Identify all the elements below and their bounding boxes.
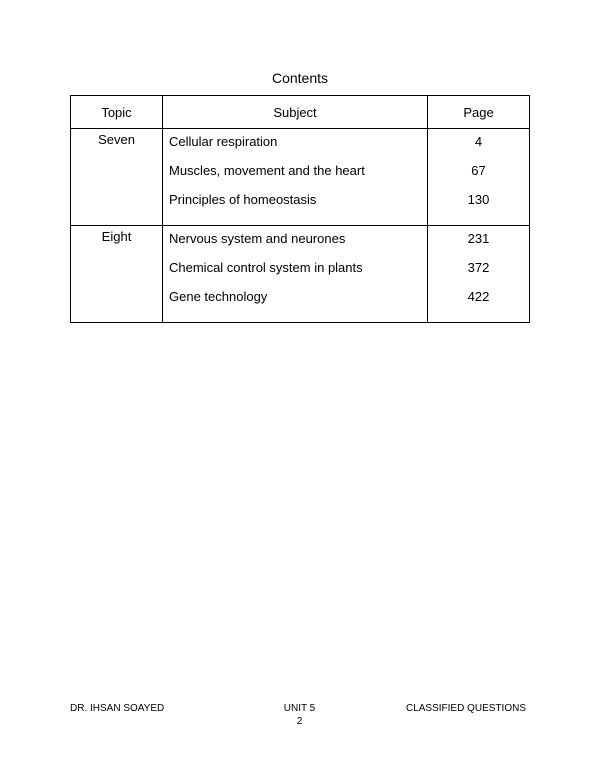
page-title: Contents bbox=[271, 70, 329, 86]
subject-entry: Chemical control system in plants bbox=[169, 260, 363, 275]
table-header-row bbox=[71, 96, 530, 129]
topic-cell: Eight bbox=[71, 226, 163, 323]
topic-group-eight bbox=[71, 226, 530, 323]
subject-entry: Cellular respiration bbox=[169, 134, 278, 149]
topic-cell: Seven bbox=[71, 129, 163, 226]
page-entry: 422 bbox=[467, 289, 490, 304]
page-entry: 67 bbox=[471, 163, 486, 178]
contents-table bbox=[70, 95, 530, 323]
subject-entry: Nervous system and neurones bbox=[169, 231, 346, 246]
footer-page-number: 2 bbox=[296, 716, 303, 727]
footer-author: DR. IHSAN SOAYED bbox=[70, 703, 165, 714]
subject-entry: Principles of homeostasis bbox=[169, 192, 317, 207]
header-topic: Topic bbox=[71, 96, 163, 129]
page-entry: 130 bbox=[467, 192, 490, 207]
header-page: Page bbox=[428, 96, 530, 129]
subject-entry: Muscles, movement and the heart bbox=[169, 163, 365, 178]
page-entry: 4 bbox=[474, 134, 483, 149]
subject-entry: Gene technology bbox=[169, 289, 268, 304]
page-cell bbox=[428, 129, 530, 226]
topic-group-seven bbox=[71, 129, 530, 226]
page-entry: 231 bbox=[467, 231, 490, 246]
subject-cell bbox=[163, 129, 428, 226]
table-row bbox=[71, 226, 530, 323]
footer-unit: UNIT 5 bbox=[283, 703, 316, 714]
page-entry: 372 bbox=[467, 260, 490, 275]
footer-section: CLASSIFIED QUESTIONS bbox=[405, 703, 526, 714]
subject-cell bbox=[163, 226, 428, 323]
header-subject: Subject bbox=[163, 96, 428, 129]
table-row bbox=[71, 129, 530, 226]
page-cell bbox=[428, 226, 530, 323]
